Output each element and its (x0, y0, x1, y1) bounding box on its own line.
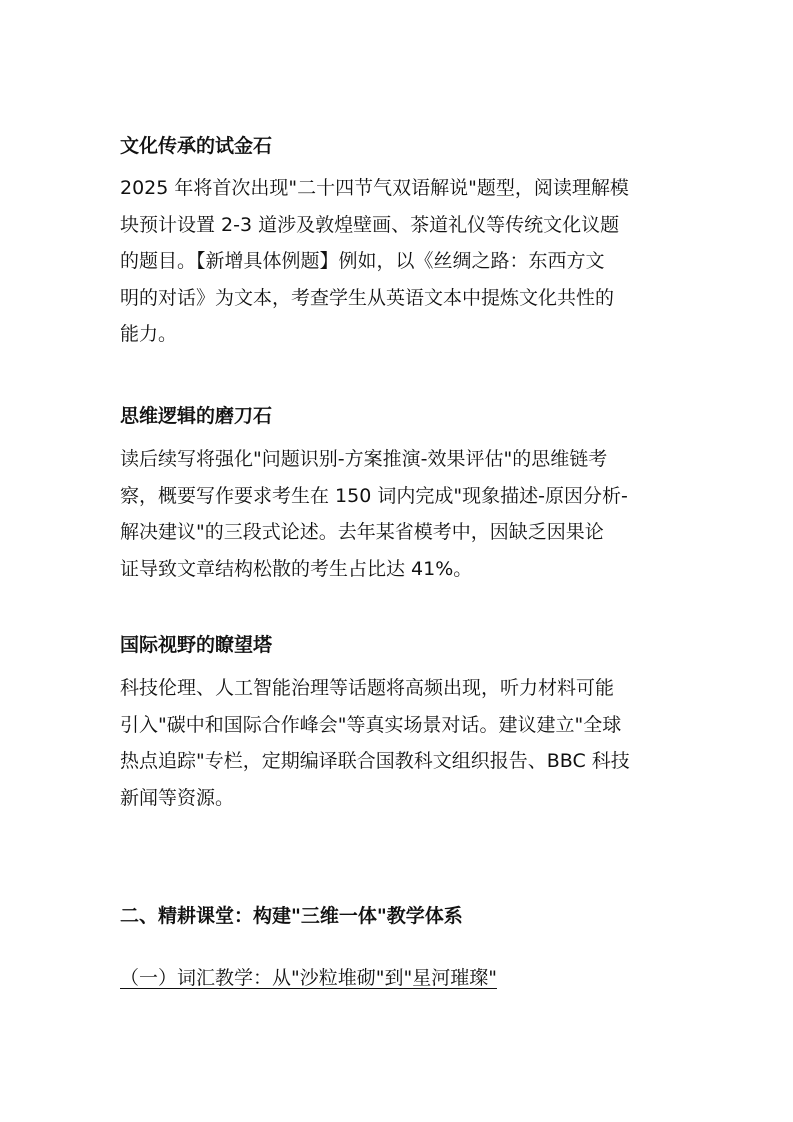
paragraph-line: 块预计设置 2-3 道涉及敦煌壁画、茶道礼仪等传统文化议题 (120, 213, 620, 236)
paragraph-line: 引入"碳中和国际合作峰会"等真实场景对话。建议建立"全球 (120, 713, 622, 736)
paragraph-line: 察，概要写作要求考生在 150 词内完成"现象描述-原因分析- (120, 484, 628, 507)
section-heading-thinking: 思维逻辑的磨刀石 (120, 405, 273, 427)
paragraph-line: 明的对话》为文本，考查学生从英语文本中提炼文化共性的 (120, 286, 615, 309)
chapter-heading: 二、精耕课堂：构建"三维一体"教学体系 (120, 905, 463, 927)
paragraph-line: 的题目。【新增具体例题】例如，以《丝绸之路：东西方文 (120, 250, 605, 272)
paragraph-line: 读后续写将强化"问题识别-方案推演-效果评估"的思维链考 (120, 448, 608, 470)
paragraph-line: 科技伦理、人工智能治理等话题将高频出现，听力材料可能 (120, 677, 615, 699)
section-paragraph-global (120, 670, 680, 816)
section-heading-global: 国际视野的瞭望塔 (120, 634, 273, 656)
section-paragraph-thinking (120, 441, 680, 587)
paragraph-line: 热点追踪"专栏，定期编译联合国教科文组织报告、BBC 科技 (120, 750, 630, 772)
paragraph-line: 证导致文章结构松散的考生占比达 41%。 (120, 557, 473, 580)
paragraph-line: 解决建议"的三段式论述。去年某省模考中，因缺乏因果论 (120, 521, 604, 543)
paragraph-line: 能力。 (120, 323, 178, 345)
chapter-subheading: （一）词汇教学：从"沙粒堆砌"到"星河璀璨" (120, 967, 497, 989)
section-paragraph-culture (120, 170, 680, 353)
paragraph-line: 2025 年将首次出现"二十四节气双语解说"题型，阅读理解模 (120, 177, 629, 199)
section-heading-culture: 文化传承的试金石 (120, 135, 273, 157)
paragraph-line: 新闻等资源。 (120, 786, 235, 809)
